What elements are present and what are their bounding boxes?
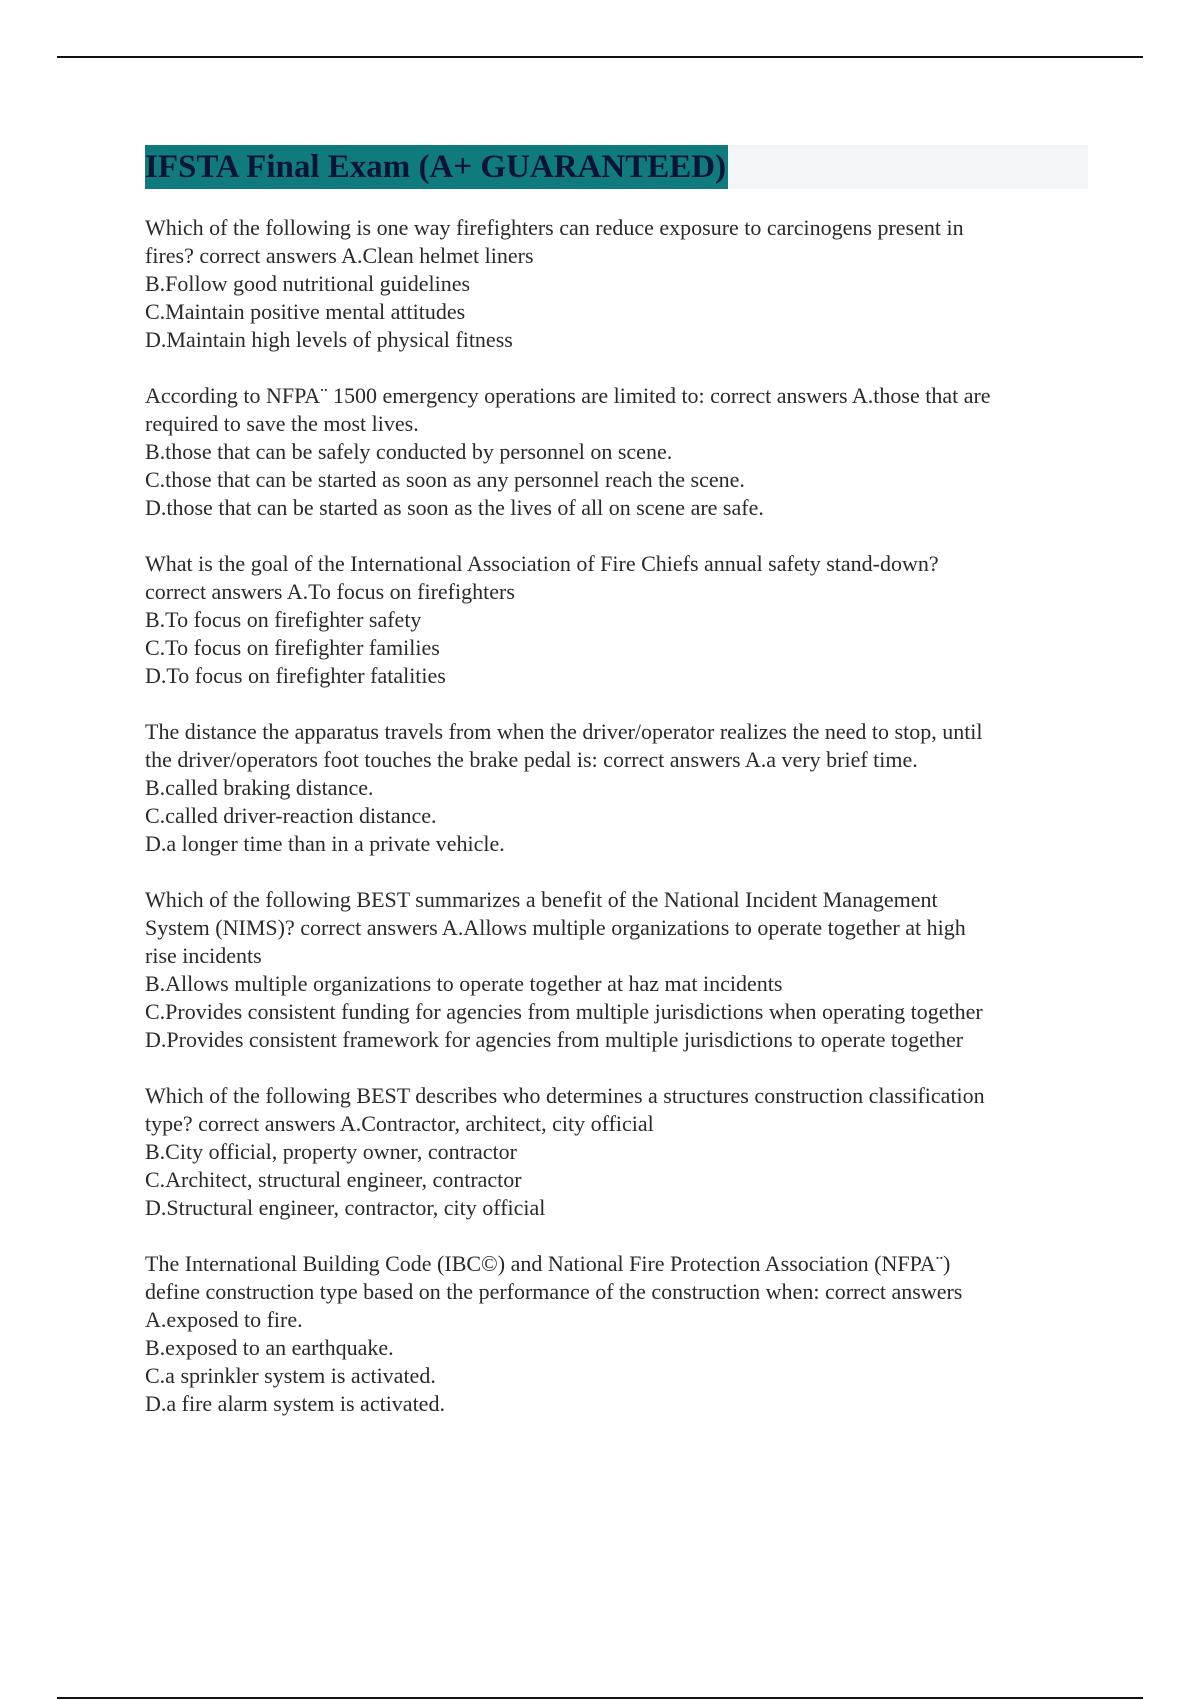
answer-option: B.called braking distance. (145, 775, 374, 800)
question-line: fires? correct answers A.Clean helmet liners (145, 243, 534, 268)
answer-option: D.a longer time than in a private vehicle. (145, 831, 505, 856)
question-line: According to NFPA¨ 1500 emergency operations are limited to: correct answers A.those that are (145, 383, 991, 408)
answer-option: D.To focus on firefighter fatalities (145, 663, 446, 688)
question-line: The International Building Code (IBC©) and National Fire Protection Association (NFPA¨) (145, 1251, 951, 1276)
question-line: Which of the following is one way firefighters can reduce exposure to carcinogens present in (145, 215, 964, 240)
question-line: A.exposed to fire. (145, 1307, 303, 1332)
question-line: Which of the following BEST summarizes a benefit of the National Incident Management (145, 887, 938, 912)
answer-option: B.Allows multiple organizations to operate together at haz mat incidents (145, 971, 783, 996)
answer-option: C.To focus on firefighter families (145, 635, 440, 660)
answer-option: B.To focus on firefighter safety (145, 607, 422, 632)
question-line: the driver/operators foot touches the brake pedal is: correct answers A.a very brief time. (145, 747, 918, 772)
answer-option: C.Maintain positive mental attitudes (145, 299, 466, 324)
question-line: type? correct answers A.Contractor, architect, city official (145, 1111, 654, 1136)
document-title: IFSTA Final Exam (A+ GUARANTEED) (145, 145, 728, 189)
answer-option: C.a sprinkler system is activated. (145, 1363, 436, 1388)
question-block (145, 1082, 1090, 1222)
answer-option: B.exposed to an earthquake. (145, 1335, 394, 1360)
answer-option: D.Structural engineer, contractor, city official (145, 1195, 546, 1220)
bottom-rule (57, 1697, 1143, 1699)
question-line: System (NIMS)? correct answers A.Allows multiple organizations to operate together at high (145, 915, 966, 940)
question-block (145, 550, 1090, 690)
question-block (145, 382, 1090, 522)
question-list (145, 214, 1090, 1446)
question-line: define construction type based on the performance of the construction when: correct answers (145, 1279, 963, 1304)
question-block (145, 886, 1090, 1054)
answer-option: C.Provides consistent funding for agencies from multiple jurisdictions when operating together (145, 999, 983, 1024)
question-block (145, 214, 1090, 354)
answer-option: D.those that can be started as soon as the lives of all on scene are safe. (145, 495, 764, 520)
question-block (145, 718, 1090, 858)
top-rule (57, 56, 1143, 58)
answer-option: C.Architect, structural engineer, contractor (145, 1167, 522, 1192)
question-block (145, 1250, 1090, 1418)
answer-option: D.Provides consistent framework for agencies from multiple jurisdictions to operate together (145, 1027, 964, 1052)
answer-option: B.those that can be safely conducted by personnel on scene. (145, 439, 673, 464)
question-line: correct answers A.To focus on firefighters (145, 579, 515, 604)
question-line: rise incidents (145, 943, 262, 968)
question-line: Which of the following BEST describes who determines a structures construction classification (145, 1083, 985, 1108)
question-line: The distance the apparatus travels from when the driver/operator realizes the need to stop, until (145, 719, 983, 744)
answer-option: D.Maintain high levels of physical fitness (145, 327, 513, 352)
answer-option: D.a fire alarm system is activated. (145, 1391, 445, 1416)
question-line: What is the goal of the International Association of Fire Chiefs annual safety stand-down? (145, 551, 939, 576)
answer-option: B.Follow good nutritional guidelines (145, 271, 471, 296)
answer-option: C.called driver-reaction distance. (145, 803, 437, 828)
question-line: required to save the most lives. (145, 411, 419, 436)
answer-option: C.those that can be started as soon as any personnel reach the scene. (145, 467, 745, 492)
answer-option: B.City official, property owner, contractor (145, 1139, 517, 1164)
